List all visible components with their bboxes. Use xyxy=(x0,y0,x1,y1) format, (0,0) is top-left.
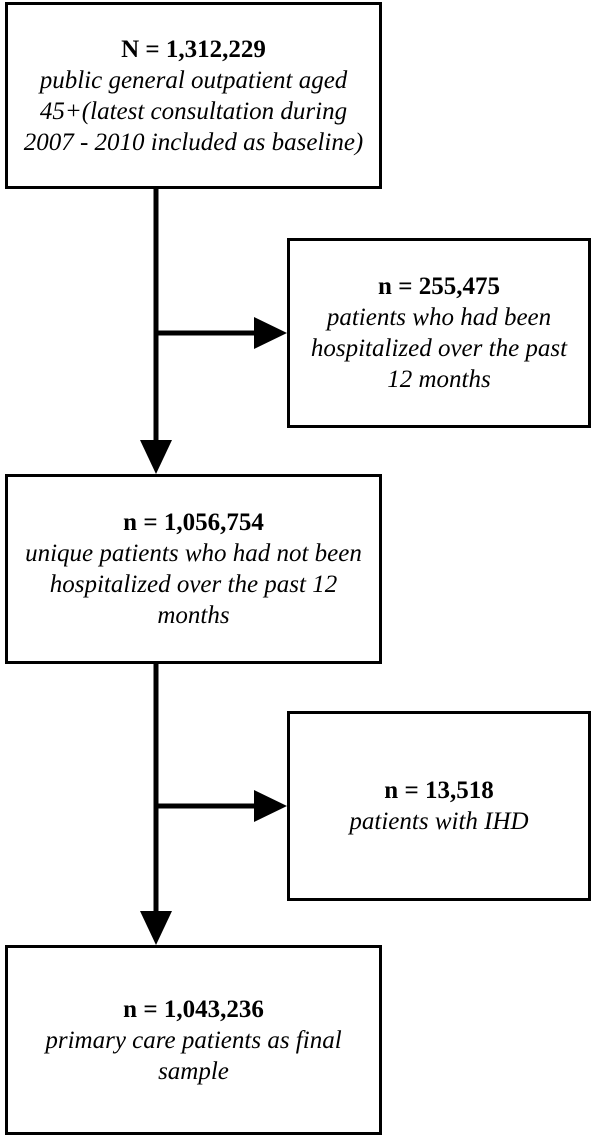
arrowhead-down-1 xyxy=(140,440,172,474)
box-intermediate-count: n = 1,056,754 xyxy=(123,509,264,536)
box-start-description: public general outpatient aged 45+(latest consultation during 2007 - 2010 included as baseline) xyxy=(23,66,364,156)
flowchart-box-intermediate xyxy=(5,474,382,664)
arrowhead-right-1 xyxy=(254,317,287,349)
flowchart-box-exclusion-2 xyxy=(287,711,591,901)
box-exclusion-1-count: n = 255,475 xyxy=(378,273,500,300)
box-start-count: N = 1,312,229 xyxy=(121,35,266,63)
box-exclusion-2-description: patients with IHD xyxy=(349,808,529,835)
box-exclusion-2-count: n = 13,518 xyxy=(384,777,494,804)
box-exclusion-1-description: patients who had been hospitalized over the past 12 months xyxy=(310,304,568,393)
arrowhead-down-2 xyxy=(140,911,172,945)
flowchart-box-start xyxy=(5,2,382,189)
box-intermediate-description: unique patients who had not been hospitalized over the past 12 months xyxy=(25,540,362,629)
box-final-description: primary care patients as final sample xyxy=(45,1026,342,1085)
flowchart-box-final xyxy=(5,945,382,1135)
box-final-count: n = 1,043,236 xyxy=(123,995,264,1023)
flowchart-box-exclusion-1 xyxy=(287,238,591,428)
arrowhead-right-2 xyxy=(254,790,287,822)
